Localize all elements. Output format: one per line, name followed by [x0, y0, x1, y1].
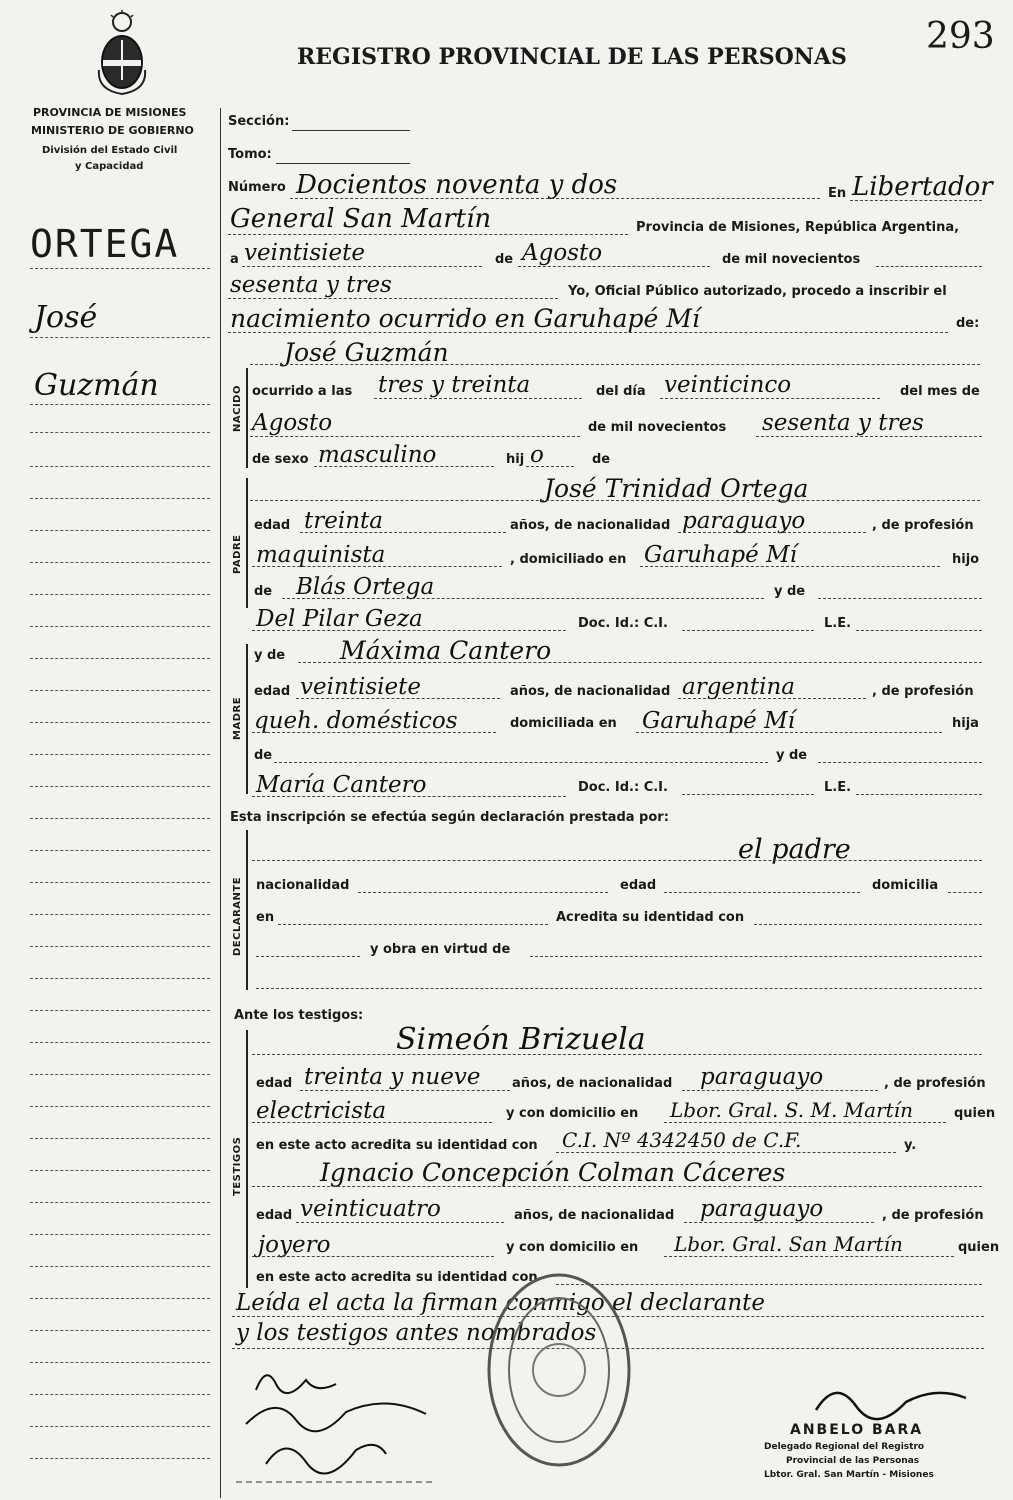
hecho-value: nacimiento ocurrido en Garuhapé Mí	[230, 304, 700, 333]
inscripcion-label: Esta inscripción se efectúa según declaración prestada por:	[230, 810, 669, 825]
abuela-line	[252, 630, 566, 631]
testigo1-value: Simeón Brizuela	[396, 1022, 646, 1057]
de2-label: de	[592, 452, 611, 467]
lectura-line-1: Leída el acta la firman conmigo el declarante	[236, 1290, 766, 1316]
mes-value: Agosto	[522, 240, 603, 266]
official-role-3: Lbtor. Gral. San Martín - Misiones	[764, 1470, 934, 1480]
madre-nac-label: años, de nacionalidad	[510, 684, 671, 699]
dec-en-line	[278, 924, 548, 925]
margin-line	[30, 1106, 210, 1107]
mes-nac-value: Agosto	[252, 410, 333, 436]
lectura-line-2: y los testigos antes nombrados	[236, 1320, 597, 1346]
madre-prof-value: queh. domésticos	[254, 708, 458, 734]
abuela-m-value: María Cantero	[256, 772, 427, 798]
padre-side-label: PADRE	[232, 534, 243, 574]
t1-dom-line	[664, 1122, 946, 1123]
madre-nombre-line	[298, 662, 982, 663]
margin-line	[30, 754, 210, 755]
madre-yde2-line	[818, 762, 982, 763]
madre-dom-line	[636, 732, 942, 733]
provincia-label: Provincia de Misiones, República Argentina,	[636, 220, 960, 235]
lugar-line	[228, 234, 628, 235]
dec-edad-line	[664, 892, 860, 893]
margin-surname: ORTEGA	[30, 222, 180, 266]
acredita-label: Acredita su identidad con	[556, 910, 745, 925]
ocurrido-label: ocurrido a las	[252, 384, 353, 399]
margin-line	[30, 1266, 210, 1267]
abuelo-value: Blás Ortega	[296, 574, 435, 600]
madre-dom-value: Garuhapé Mí	[642, 708, 795, 734]
dec-edad-label: edad	[620, 878, 657, 893]
margin-line	[30, 658, 210, 659]
madre-nombre-value: Máxima Cantero	[340, 636, 552, 665]
dec-extra-line	[256, 988, 982, 989]
margin-given-name-2: Guzmán	[34, 368, 159, 403]
t1-y-label: y.	[904, 1138, 917, 1153]
t2-prof-label: , de profesión	[882, 1208, 984, 1223]
margin-line	[30, 818, 210, 819]
padre-dom-label: , domiciliado en	[510, 552, 627, 567]
oficial-label: Yo, Oficial Público autorizado, procedo a inscribir el	[568, 284, 947, 299]
en-label: En	[828, 186, 847, 201]
margin-line	[30, 268, 210, 269]
t1-nac-line	[682, 1090, 878, 1091]
madre-edad-label: edad	[254, 684, 291, 699]
official-seal-icon	[484, 1270, 634, 1470]
testigo2-line	[252, 1186, 982, 1187]
padre-doc-label: Doc. Id.: C.I.	[578, 616, 668, 631]
testigo2-value: Ignacio Concepción Colman Cáceres	[320, 1158, 786, 1187]
madre-doc-label: Doc. Id.: C.I.	[578, 780, 668, 795]
t1-nac-label: años, de nacionalidad	[512, 1076, 673, 1091]
testigos-bar	[246, 1030, 248, 1288]
t1-prof-value: electricista	[256, 1098, 387, 1124]
padre-le-label: L.E.	[824, 616, 852, 631]
margin-line	[30, 978, 210, 979]
margin-line	[30, 1362, 210, 1363]
margin-line	[30, 1330, 210, 1331]
margin-line	[30, 1394, 210, 1395]
margin-line	[30, 530, 210, 531]
del-mes-label: del mes de	[900, 384, 980, 399]
madre-de-line	[274, 762, 768, 763]
anio-line	[228, 298, 558, 299]
margin-line	[30, 882, 210, 883]
t1-dom-label: y con domicilio en	[506, 1106, 639, 1121]
margin-divider	[220, 108, 221, 1498]
en-line	[850, 200, 982, 201]
t2-edad-line	[296, 1222, 504, 1223]
padre-prof-label: , de profesión	[872, 518, 974, 533]
lugar-value: General San Martín	[230, 204, 492, 234]
obra-label: y obra en virtud de	[370, 942, 511, 957]
page-title: REGISTRO PROVINCIAL DE LAS PERSONAS	[297, 44, 847, 70]
padre-edad-label: edad	[254, 518, 291, 533]
numero-label: Número	[228, 180, 286, 195]
padre-nac-value: paraguayo	[682, 508, 806, 534]
anio-nac-value: sesenta y tres	[762, 410, 924, 436]
t1-prof-label: , de profesión	[884, 1076, 986, 1091]
t1-nac-value: paraguayo	[700, 1064, 824, 1090]
division-label-2: y Capacidad	[75, 161, 144, 172]
mil-novecientos-label: de mil novecientos	[722, 252, 861, 267]
mes-nac-line	[250, 436, 580, 437]
hora-value: tres y treinta	[378, 372, 531, 398]
numero-line	[290, 198, 820, 199]
padre-nombre-value: José Trinidad Ortega	[544, 474, 809, 503]
dec-dom-line	[948, 892, 982, 893]
anio-nac-line	[756, 436, 982, 437]
madre-nac-value: argentina	[682, 674, 795, 700]
nombre-line	[250, 364, 980, 365]
margin-given-name: José	[34, 300, 98, 335]
madre-edad-value: veintisiete	[300, 674, 421, 700]
margin-line	[30, 1458, 210, 1459]
padre-de-label: de	[254, 584, 273, 599]
t1-prof-line	[252, 1122, 492, 1123]
dec-dom-label: domicilia	[872, 878, 939, 893]
anio-value: sesenta y tres	[230, 272, 392, 298]
margin-line	[30, 466, 210, 467]
hij-value: o	[530, 442, 544, 468]
margin-line	[30, 914, 210, 915]
margin-line	[30, 432, 210, 433]
margin-line	[30, 1298, 210, 1299]
madre-bar	[246, 644, 248, 794]
t2-dom-label: y con domicilio en	[506, 1240, 639, 1255]
t1-acto-label: en este acto acredita su identidad con	[256, 1138, 538, 1153]
seccion-label: Sección:	[228, 114, 290, 129]
testigos-label: Ante los testigos:	[234, 1008, 364, 1023]
madre-yde-label: y de	[254, 648, 286, 663]
t1-quien-label: quien	[954, 1106, 996, 1121]
margin-line	[30, 1202, 210, 1203]
margin-line	[30, 690, 210, 691]
t2-prof-line	[252, 1256, 494, 1257]
del-dia-label: del día	[596, 384, 646, 399]
nacido-side-label: NACIDO	[232, 385, 243, 432]
declarante-bar	[246, 830, 248, 990]
margin-line	[30, 594, 210, 595]
dec-en-label: en	[256, 910, 275, 925]
margin-line	[30, 562, 210, 563]
margin-line	[30, 1170, 210, 1171]
tomo-line	[276, 163, 410, 164]
acredita-line	[754, 924, 982, 925]
signatures-left	[236, 1354, 446, 1494]
page-number: 293	[926, 16, 995, 57]
abuelo-line	[282, 598, 764, 599]
madre-nac-line	[678, 698, 866, 699]
padre-nac-label: años, de nacionalidad	[510, 518, 671, 533]
abuela-value: Del Pilar Geza	[256, 606, 423, 632]
t1-doc-value: C.I. Nº 4342450 de C.F.	[562, 1128, 802, 1152]
nombre-value: José Guzmán	[284, 338, 449, 367]
province-label: PROVINCIA DE MISIONES	[33, 106, 187, 119]
t2-quien-label: quien	[958, 1240, 1000, 1255]
margin-line	[30, 1234, 210, 1235]
t2-prof-value: joyero	[258, 1232, 331, 1258]
padre-nac-line	[678, 532, 866, 533]
padre-dom-value: Garuhapé Mí	[644, 542, 797, 568]
padre-dom-line	[640, 566, 940, 567]
margin-line	[30, 722, 210, 723]
padre-edad-line	[300, 532, 506, 533]
padre-le-line	[856, 630, 982, 631]
hija-label: hija	[952, 716, 979, 731]
margin-line	[30, 1010, 210, 1011]
madre-le-line	[856, 794, 982, 795]
t2-dom-line	[664, 1256, 954, 1257]
madre-prof-label: , de profesión	[872, 684, 974, 699]
numero-value: Docientos noventa y dos	[296, 170, 618, 200]
hij-line	[526, 466, 574, 467]
mil-line	[876, 266, 982, 267]
mes-line	[518, 266, 710, 267]
dia-nac-value: veinticinco	[664, 372, 792, 398]
de-mil-label: de mil novecientos	[588, 420, 727, 435]
margin-line	[30, 1138, 210, 1139]
margin-line	[30, 1074, 210, 1075]
margin-line	[30, 337, 210, 338]
margin-line	[30, 1426, 210, 1427]
sexo-line	[314, 466, 494, 467]
margin-line	[30, 786, 210, 787]
dia-value: veintisiete	[244, 240, 365, 266]
dia-line	[242, 266, 482, 267]
t2-dom-value: Lbor. Gral. San Martín	[674, 1232, 903, 1256]
obra-pre-line	[256, 956, 360, 957]
madre-dom-label: domiciliada en	[510, 716, 617, 731]
padre-edad-value: treinta	[304, 508, 383, 534]
t2-edad-value: veinticuatro	[300, 1196, 441, 1222]
a-label: a	[230, 252, 239, 267]
abuela-m-line	[252, 796, 566, 797]
margin-line	[30, 850, 210, 851]
t2-acto-label: en este acto acredita su identidad con	[256, 1270, 538, 1285]
madre-le-label: L.E.	[824, 780, 852, 795]
madre-side-label: MADRE	[232, 696, 243, 740]
t1-doc-line	[556, 1152, 896, 1153]
declarante-line	[252, 860, 982, 861]
margin-line	[30, 498, 210, 499]
t2-edad-label: edad	[256, 1208, 293, 1223]
padre-bar	[246, 478, 248, 608]
en-value: Libertador	[852, 172, 993, 202]
hecho-line	[228, 332, 948, 333]
t1-edad-value: treinta y nueve	[304, 1064, 481, 1090]
hij-label: hij	[506, 452, 525, 467]
seccion-line	[292, 130, 410, 131]
t1-dom-value: Lbor. Gral. S. M. Martín	[670, 1098, 913, 1122]
testigos-side-label: TESTIGOS	[232, 1136, 243, 1196]
padre-yde-line	[818, 598, 982, 599]
declarante-side-label: DECLARANTE	[232, 876, 243, 956]
dec-nac-line	[358, 892, 608, 893]
declarante-value: el padre	[738, 834, 851, 865]
division-label: División del Estado Civil	[42, 145, 178, 156]
coat-of-arms-icon	[93, 10, 151, 96]
dec-nac-label: nacionalidad	[256, 878, 350, 893]
padre-prof-value: maquinista	[256, 542, 386, 568]
padre-doc-line	[682, 630, 814, 631]
padre-prof-line	[252, 566, 502, 567]
madre-de-label: de	[254, 748, 273, 763]
madre-yde2-label: y de	[776, 748, 808, 763]
padre-nombre-line	[250, 500, 980, 501]
hijo-label: hijo	[952, 552, 980, 567]
official-role-2: Provincial de las Personas	[786, 1456, 920, 1466]
madre-doc-line	[682, 794, 814, 795]
madre-edad-line	[296, 698, 500, 699]
dia-nac-line	[660, 398, 880, 399]
hora-line	[374, 398, 582, 399]
madre-prof-line	[252, 732, 496, 733]
tomo-label: Tomo:	[228, 147, 272, 162]
margin-line	[30, 404, 210, 405]
margin-line	[30, 1042, 210, 1043]
t2-nac-value: paraguayo	[700, 1196, 824, 1222]
official-role-1: Delegado Regional del Registro	[764, 1442, 925, 1452]
de-label: de	[495, 252, 514, 267]
nacido-bar	[246, 368, 248, 468]
obra-line	[530, 956, 982, 957]
testigo1-line	[252, 1054, 982, 1055]
official-name: ANBELO BARA	[790, 1422, 924, 1438]
t2-nac-label: años, de nacionalidad	[514, 1208, 675, 1223]
official-signature	[806, 1372, 976, 1422]
sexo-value: masculino	[318, 442, 437, 468]
margin-line	[30, 626, 210, 627]
padre-yde-label: y de	[774, 584, 806, 599]
sexo-label: de sexo	[252, 452, 309, 467]
t1-edad-label: edad	[256, 1076, 293, 1091]
ministry-label: MINISTERIO DE GOBIERNO	[31, 124, 194, 137]
t1-edad-line	[300, 1090, 510, 1091]
margin-line	[30, 946, 210, 947]
t2-nac-line	[684, 1222, 874, 1223]
de-colon-label: de:	[956, 316, 980, 331]
